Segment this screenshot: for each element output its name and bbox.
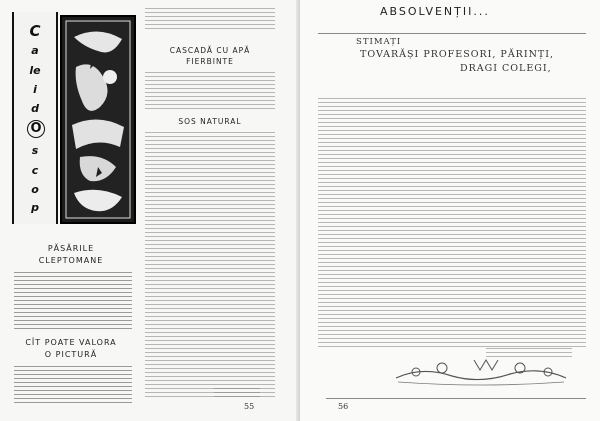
kaleidoscop-letter: C: [29, 22, 41, 40]
greeting-line-2: TOVARĂȘI PROFESORI, PĂRINȚI,: [360, 49, 555, 60]
heading-cit-1: CÎT POATE VALORA: [25, 338, 117, 347]
kaleidoscop-circle-letter: O: [27, 120, 45, 138]
heading-pasarile-1: PĂSĂRILE: [47, 244, 95, 253]
kaleidoscop-letter: p: [31, 201, 39, 214]
kaleidoscop-letter: i: [33, 83, 37, 96]
kaleidoscop-letter: s: [31, 144, 39, 157]
article-text-cascada: [145, 72, 275, 110]
heading-cascada-1: CASCADĂ CU APĂ: [169, 46, 251, 55]
article-text-cit: [14, 366, 132, 406]
page-number-left: 55: [244, 402, 255, 411]
letter-body-text: [318, 98, 586, 348]
article-signature: [214, 388, 260, 398]
kaleidoscop-title-column: [12, 12, 58, 224]
heading-cit-2: O PICTURĂ: [44, 350, 98, 359]
article-text-sos: [145, 132, 275, 400]
kaleidoscop-letter: d: [31, 102, 39, 115]
kaleidoscop-letter: a: [31, 44, 39, 57]
greeting-line-1: STIMAȚI: [356, 37, 402, 47]
kaleidoscop-letter: le: [29, 64, 41, 77]
greeting-line-3: DRAGI COLEGI,: [460, 63, 552, 74]
page-number-right: 56: [338, 402, 349, 411]
heading-pasarile-2: CLEPTOMANE: [38, 256, 104, 265]
ornament-illustration: [62, 17, 134, 222]
kaleidoscop-letter: o: [31, 183, 39, 196]
heading-cascada-2: FIERBINTE: [186, 57, 234, 66]
article-text-top: [145, 8, 275, 30]
heading-sos: SOS NATURAL: [178, 117, 242, 126]
footer-line: [326, 398, 586, 399]
section-header: ABSOLVENȚII...: [380, 5, 490, 18]
kaleidoscop-letter: c: [31, 164, 39, 177]
floral-ornament: [392, 356, 570, 388]
divider-line: [318, 33, 586, 34]
decorative-artwork: [60, 15, 136, 224]
article-text-pasarile: [14, 272, 132, 332]
